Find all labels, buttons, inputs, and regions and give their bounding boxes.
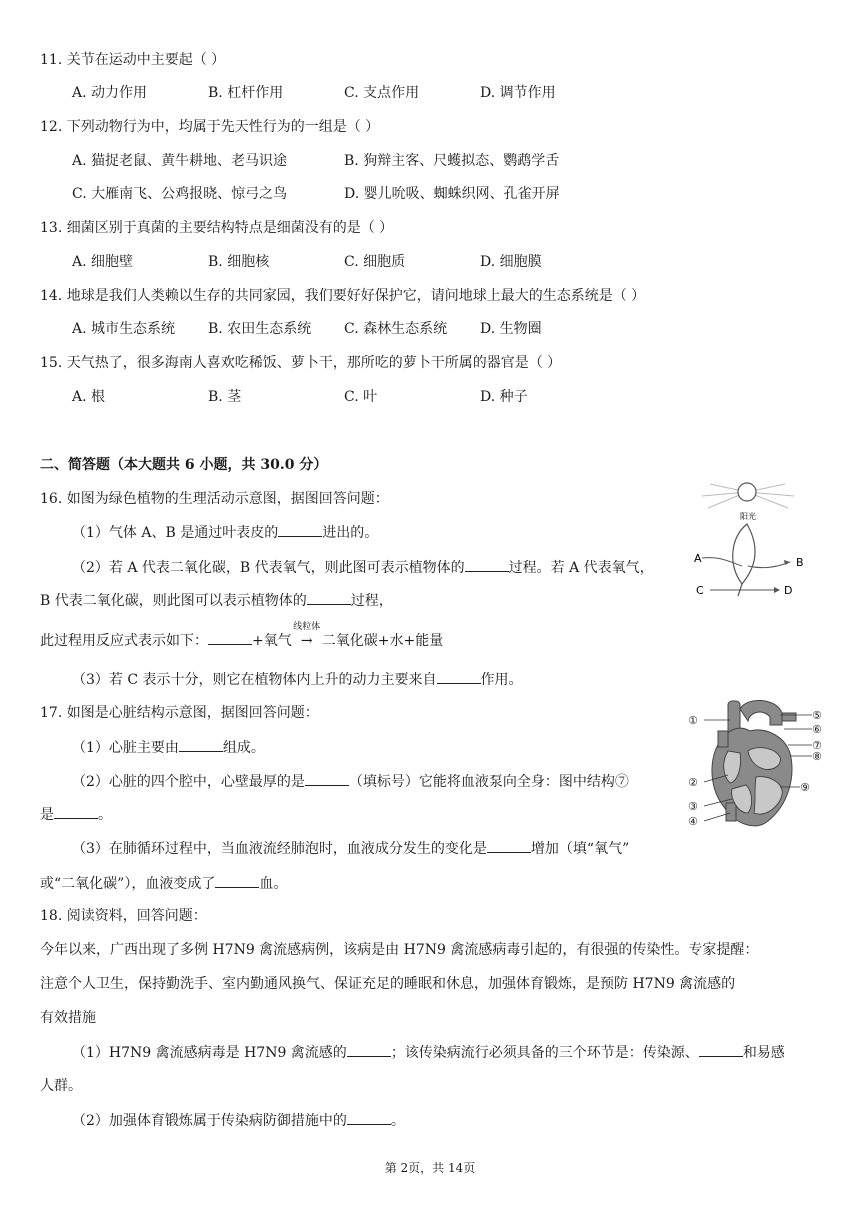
label-c: C	[696, 584, 704, 597]
label-b: B	[796, 556, 804, 569]
heart-label-2: ②	[688, 776, 698, 789]
q16-part2-text-c: B 代表二氧化碳，则此图可以表示植物体的	[40, 593, 307, 609]
q16-part3-text-a: （3）若 C 表示十分，则它在植物体内上升的动力主要来自	[72, 672, 437, 688]
q18-part2-text-b: 。	[390, 1113, 405, 1129]
sun-label: 阳光	[740, 512, 756, 521]
q16-eq-arrow: 线粒体 →	[293, 622, 321, 649]
heart-label-1: ①	[688, 714, 698, 727]
q17-blank-2[interactable]	[305, 771, 349, 786]
q16-part2-text-b: 过程。若 A 代表氧气，	[508, 560, 654, 576]
q16-blank-4[interactable]	[208, 630, 252, 645]
q18-blank-2[interactable]	[699, 1042, 743, 1057]
q17-blank-4[interactable]	[487, 838, 531, 853]
q13-option-d: D. 细胞膜	[480, 254, 542, 270]
q14-option-c: C. 森林生态系统	[344, 321, 448, 337]
q17-blank-1[interactable]	[179, 737, 223, 752]
q16-eq-arrow-label: 线粒体	[293, 622, 321, 632]
q17-part3	[72, 838, 629, 859]
q13-option-b: B. 细胞核	[208, 254, 270, 270]
heart-label-3: ③	[688, 800, 698, 813]
sun-icon	[738, 483, 756, 501]
q16-blank-2[interactable]	[465, 557, 509, 572]
q16-eq-products: 二氧化碳+水+能量	[321, 633, 444, 649]
q11-stem: 11. 关节在运动中主要起（ ）	[40, 52, 226, 68]
heart-label-6: ⑥	[812, 723, 822, 736]
q11-option-c: C. 支点作用	[344, 85, 420, 101]
q17-part2-text-d: 。	[98, 807, 112, 823]
arrow-b-path	[748, 562, 790, 568]
q16-eq-oxygen: +氧气	[252, 633, 292, 649]
q15-stem: 15. 天气热了，很多海南人喜欢吃稀饭、萝卜干，那所吃的萝卜干所属的器官是（ ）	[40, 355, 562, 371]
q18-blank-1[interactable]	[347, 1042, 391, 1057]
q12-option-b: B. 狗辩主客、尺蠖拟态、鹦鹉学舌	[344, 153, 560, 169]
q12-stem: 12. 下列动物行为中，均属于先天性行为的一组是（ ）	[40, 119, 380, 135]
q15-option-d: D. 种子	[480, 389, 528, 405]
label-d: D	[784, 584, 793, 597]
q17-part1-text-a: （1）心脏主要由	[72, 740, 179, 756]
q13-option-a: A. 细胞壁	[72, 254, 134, 270]
heart-label-4: ④	[688, 815, 698, 828]
q17-part1	[72, 737, 265, 758]
q18-part1-text-c: 和易感	[742, 1045, 785, 1061]
section-heading: 二、简答题（本大题共 6 小题，共 30.0 分）	[40, 457, 328, 473]
q17-part1-text-b: 组成。	[222, 740, 265, 756]
q11-option-a: A. 动力作用	[72, 85, 148, 101]
q16-part3-text-b: 作用。	[480, 672, 523, 688]
arrow-b-head	[784, 560, 790, 565]
q15-option-a: A. 根	[72, 389, 106, 405]
heart-label-7: ⑦	[812, 739, 822, 752]
q16-part2-cont	[40, 590, 393, 611]
q15-option-c: C. 叶	[344, 389, 378, 405]
q18-reading-line3: 有效措施	[40, 1010, 96, 1026]
q17-part3-text-a: （3）在肺循环过程中，当血液流经肺泡时，血液成分发生的变化是	[72, 841, 487, 857]
q16-part1	[72, 522, 378, 543]
q16-blank-1[interactable]	[278, 522, 322, 537]
q18-blank-3[interactable]	[347, 1110, 391, 1125]
q14-option-b: B. 农田生态系统	[208, 321, 312, 337]
q18-part1	[72, 1042, 785, 1063]
q17-part3-text-c: 或“二氧化碳”），血液变成了	[40, 876, 216, 892]
q16-blank-3[interactable]	[307, 590, 351, 605]
q16-part2-text-d: 过程，	[350, 593, 393, 609]
q18-reading-line1: 今年以来，广西出现了多例 H7N9 禽流感病例，该病是由 H7N9 禽流感病毒引起的，有很强的传染性。专家提醒：	[40, 942, 759, 958]
q18-part1-text-b: ；该传染病流行必须具备的三个环节是：传染源、	[390, 1045, 699, 1061]
q16-eq-intro: 此过程用反应式表示如下：	[40, 633, 208, 649]
q17-part2-cont	[40, 804, 112, 825]
q14-stem: 14. 地球是我们人类赖以生存的共同家园，我们要好好保护它，请问地球上最大的生态系统是（ ）	[40, 288, 646, 304]
q17-part2-text-a: （2）心脏的四个腔中，心壁最厚的是	[72, 774, 305, 790]
q16-part1-text-a: （1）气体 A、B 是通过叶表皮的	[72, 525, 279, 541]
q12-option-c: C. 大雁南飞、公鸡报晓、惊弓之鸟	[72, 186, 288, 202]
q13-option-c: C. 细胞质	[344, 254, 406, 270]
q18-part1-cont: 人群。	[40, 1078, 82, 1094]
leaf-diagram	[690, 480, 825, 605]
q14-option-d: D. 生物圈	[480, 321, 542, 337]
q16-blank-5[interactable]	[437, 669, 481, 684]
q18-part2-text-a: （2）加强体育锻炼属于传染病防御措施中的	[72, 1113, 347, 1129]
q17-blank-3[interactable]	[54, 804, 98, 819]
q16-part3	[72, 669, 523, 690]
q11-option-d: D. 调节作用	[480, 85, 556, 101]
heart-label-5: ⑤	[812, 709, 822, 722]
q17-part2-text-b: （填标号）它能将血液泵向全身：图中结构⑦	[348, 774, 629, 790]
page-footer: 第 2页，共 14页	[384, 1161, 476, 1175]
q18-part1-text-a: （1）H7N9 禽流感病毒是 H7N9 禽流感的	[72, 1045, 347, 1061]
q17-blank-5[interactable]	[215, 873, 259, 888]
heart-label-8: ⑧	[812, 750, 822, 763]
q16-part2-text-a: （2）若 A 代表二氧化碳，B 代表氧气，则此图可表示植物体的	[72, 560, 465, 576]
q16-part1-text-b: 进出的。	[322, 525, 379, 541]
q14-option-a: A. 城市生态系统	[72, 321, 176, 337]
leaf-icon	[733, 524, 755, 584]
q17-part3-cont	[40, 873, 287, 894]
q12-option-d: D. 婴儿吮吸、蜘蛛织网、孔雀开屏	[344, 186, 560, 202]
q18-reading-line2: 注意个人卫生，保持勤洗手、室内勤通风换气、保证充足的睡眠和休息，加强体育锻炼，是预防 H7N9 禽流感的	[40, 976, 736, 992]
q13-stem: 13. 细菌区别于真菌的主要结构特点是细菌没有的是（ ）	[40, 220, 394, 236]
q12-option-a: A. 猫捉老鼠、黄牛耕地、老马识途	[72, 153, 288, 169]
q17-part2	[72, 771, 629, 792]
q17-part3-text-d: 血。	[259, 876, 288, 892]
q11-option-b: B. 杠杆作用	[208, 85, 284, 101]
q16-part2	[72, 557, 654, 578]
heart-diagram	[684, 695, 824, 835]
q17-part2-text-c: 是	[40, 807, 54, 823]
q17-part3-text-b: 增加（填“氧气”	[530, 841, 630, 857]
q15-option-b: B. 茎	[208, 389, 242, 405]
q16-stem: 16. 如图为绿色植物的生理活动示意图，据图回答问题：	[40, 491, 389, 507]
heart-label-9: ⑨	[800, 781, 810, 794]
q18-stem: 18. 阅读资料，回答问题：	[40, 908, 207, 924]
arrow-d-head	[774, 587, 780, 593]
q16-equation	[40, 622, 444, 651]
q17-stem: 17. 如图是心脏结构示意图，据图回答问题：	[40, 705, 319, 721]
label-a: A	[694, 552, 702, 565]
q18-part2	[72, 1110, 405, 1131]
